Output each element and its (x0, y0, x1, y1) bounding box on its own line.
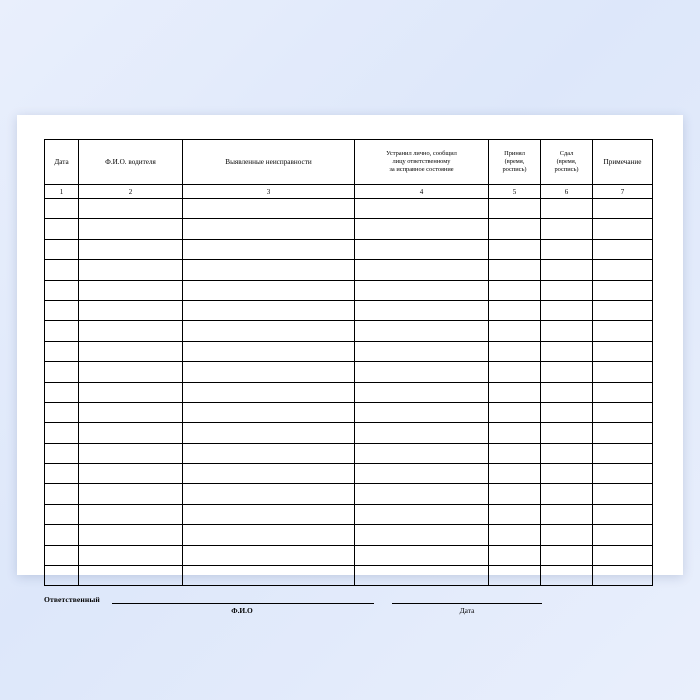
cell-faults[interactable] (183, 260, 355, 280)
cell-faults[interactable] (183, 545, 355, 565)
cell-handed-over[interactable] (541, 300, 593, 320)
cell-date[interactable] (45, 566, 79, 586)
cell-handed-over[interactable] (541, 525, 593, 545)
header-line-1: Принял (504, 150, 525, 157)
cell-notes[interactable] (593, 219, 653, 239)
cell-date[interactable] (45, 464, 79, 484)
cell-handed-over[interactable] (541, 504, 593, 524)
cell-notes[interactable] (593, 443, 653, 463)
column-number-7: 7 (593, 185, 653, 199)
table-row (45, 300, 653, 320)
cell-fixed-reported[interactable] (355, 504, 489, 524)
cell-driver-name[interactable] (79, 199, 183, 219)
header-cell-fixed-reported (355, 140, 489, 185)
cell-accepted[interactable] (489, 219, 541, 239)
cell-fixed-reported[interactable] (355, 341, 489, 361)
cell-handed-over[interactable] (541, 443, 593, 463)
cell-driver-name[interactable] (79, 219, 183, 239)
cell-accepted[interactable] (489, 545, 541, 565)
table-row (45, 566, 653, 586)
cell-fixed-reported[interactable] (355, 525, 489, 545)
cell-driver-name[interactable] (79, 525, 183, 545)
cell-accepted[interactable] (489, 321, 541, 341)
table-row (45, 525, 653, 545)
table-row (45, 362, 653, 382)
cell-faults[interactable] (183, 219, 355, 239)
cell-driver-name[interactable] (79, 504, 183, 524)
cell-handed-over[interactable] (541, 362, 593, 382)
table-row (45, 402, 653, 422)
cell-handed-over[interactable] (541, 464, 593, 484)
cell-faults[interactable] (183, 362, 355, 382)
cell-notes[interactable] (593, 464, 653, 484)
cell-handed-over[interactable] (541, 382, 593, 402)
cell-accepted[interactable] (489, 423, 541, 443)
table-row (45, 423, 653, 443)
cell-handed-over[interactable] (541, 239, 593, 259)
cell-accepted[interactable] (489, 443, 541, 463)
cell-handed-over[interactable] (541, 341, 593, 361)
cell-accepted[interactable] (489, 402, 541, 422)
cell-faults[interactable] (183, 321, 355, 341)
cell-faults[interactable] (183, 464, 355, 484)
cell-driver-name[interactable] (79, 566, 183, 586)
table-row (45, 484, 653, 504)
cell-accepted[interactable] (489, 341, 541, 361)
cell-driver-name[interactable] (79, 402, 183, 422)
header-cell-notes: Примечание (593, 140, 653, 185)
cell-notes[interactable] (593, 504, 653, 524)
cell-driver-name[interactable] (79, 321, 183, 341)
cell-faults[interactable] (183, 484, 355, 504)
cell-fixed-reported[interactable] (355, 239, 489, 259)
cell-fixed-reported[interactable] (355, 566, 489, 586)
column-number-6: 6 (541, 185, 593, 199)
cell-faults[interactable] (183, 300, 355, 320)
table-row (45, 382, 653, 402)
cell-fixed-reported[interactable] (355, 484, 489, 504)
cell-notes[interactable] (593, 300, 653, 320)
cell-driver-name[interactable] (79, 239, 183, 259)
cell-faults[interactable] (183, 525, 355, 545)
header-line-2: лицу ответственному (392, 158, 451, 165)
cell-accepted[interactable] (489, 464, 541, 484)
cell-driver-name[interactable] (79, 300, 183, 320)
table-row (45, 219, 653, 239)
cell-handed-over[interactable] (541, 545, 593, 565)
cell-faults[interactable] (183, 341, 355, 361)
cell-accepted[interactable] (489, 260, 541, 280)
cell-faults[interactable] (183, 239, 355, 259)
header-line-2: (время, (504, 158, 525, 165)
table-row (45, 504, 653, 524)
cell-date[interactable] (45, 545, 79, 565)
table-row (45, 280, 653, 300)
cell-handed-over[interactable] (541, 566, 593, 586)
cell-date[interactable] (45, 260, 79, 280)
cell-handed-over[interactable] (541, 219, 593, 239)
cell-notes[interactable] (593, 362, 653, 382)
cell-driver-name[interactable] (79, 484, 183, 504)
column-number-2: 2 (79, 185, 183, 199)
cell-date[interactable] (45, 443, 79, 463)
table-row (45, 443, 653, 463)
cell-notes[interactable] (593, 423, 653, 443)
cell-fixed-reported[interactable] (355, 423, 489, 443)
table-row (45, 239, 653, 259)
cell-notes[interactable] (593, 545, 653, 565)
cell-accepted[interactable] (489, 280, 541, 300)
header-line-3: роспись) (502, 166, 527, 173)
paper-sheet (17, 115, 683, 616)
cell-driver-name[interactable] (79, 443, 183, 463)
cell-date[interactable] (45, 525, 79, 545)
journal-table (44, 139, 653, 586)
cell-handed-over[interactable] (541, 402, 593, 422)
cell-driver-name[interactable] (79, 341, 183, 361)
cell-driver-name[interactable] (79, 545, 183, 565)
cell-notes[interactable] (593, 382, 653, 402)
cell-driver-name[interactable] (79, 260, 183, 280)
cell-fixed-reported[interactable] (355, 545, 489, 565)
cell-notes[interactable] (593, 260, 653, 280)
cell-notes[interactable] (593, 525, 653, 545)
cell-date[interactable] (45, 280, 79, 300)
cell-notes[interactable] (593, 341, 653, 361)
cell-faults[interactable] (183, 199, 355, 219)
table-header (45, 140, 653, 199)
header-cell-driver-name: Ф.И.О. водителя (79, 140, 183, 185)
cell-driver-name[interactable] (79, 464, 183, 484)
header-line-3: за исправное состояние (389, 166, 454, 173)
cell-fixed-reported[interactable] (355, 464, 489, 484)
cell-notes[interactable] (593, 566, 653, 586)
cell-date[interactable] (45, 199, 79, 219)
journal-form (44, 139, 652, 629)
cell-accepted[interactable] (489, 300, 541, 320)
cell-fixed-reported[interactable] (355, 443, 489, 463)
cell-date[interactable] (45, 300, 79, 320)
cell-date[interactable] (45, 484, 79, 504)
cell-date[interactable] (45, 219, 79, 239)
header-cell-accepted (489, 140, 541, 185)
cell-notes[interactable] (593, 239, 653, 259)
table-body (45, 199, 653, 586)
cell-accepted[interactable] (489, 362, 541, 382)
cell-date[interactable] (45, 362, 79, 382)
header-line-1: Сдал (559, 150, 574, 157)
header-line-3: роспись) (554, 166, 579, 173)
cell-date[interactable] (45, 341, 79, 361)
cell-handed-over[interactable] (541, 423, 593, 443)
cell-handed-over[interactable] (541, 280, 593, 300)
cell-date[interactable] (45, 382, 79, 402)
table-row (45, 464, 653, 484)
cell-faults[interactable] (183, 566, 355, 586)
table-row (45, 199, 653, 219)
cell-driver-name[interactable] (79, 362, 183, 382)
cell-date[interactable] (45, 239, 79, 259)
column-number-5: 5 (489, 185, 541, 199)
cell-fixed-reported[interactable] (355, 321, 489, 341)
cell-fixed-reported[interactable] (355, 300, 489, 320)
cell-faults[interactable] (183, 443, 355, 463)
cell-notes[interactable] (593, 199, 653, 219)
cell-accepted[interactable] (489, 566, 541, 586)
form-footer (44, 595, 652, 629)
cell-handed-over[interactable] (541, 260, 593, 280)
cell-notes[interactable] (593, 402, 653, 422)
cell-driver-name[interactable] (79, 382, 183, 402)
cell-driver-name[interactable] (79, 280, 183, 300)
header-line-1: Устранил лично, сообщил (386, 150, 457, 157)
header-cell-handed-over (541, 140, 593, 185)
cell-accepted[interactable] (489, 504, 541, 524)
cell-notes[interactable] (593, 321, 653, 341)
column-number-4: 4 (355, 185, 489, 199)
cell-accepted[interactable] (489, 239, 541, 259)
header-line-2: (время, (556, 158, 577, 165)
header-cell-faults: Выявленные неисправности (183, 140, 355, 185)
cell-faults[interactable] (183, 280, 355, 300)
cell-date[interactable] (45, 402, 79, 422)
cell-faults[interactable] (183, 382, 355, 402)
cell-date[interactable] (45, 321, 79, 341)
date-line (392, 603, 542, 604)
cell-handed-over[interactable] (541, 199, 593, 219)
header-cell-date: Дата (45, 140, 79, 185)
fio-caption: Ф.И.О (231, 606, 253, 616)
column-number-1: 1 (45, 185, 79, 199)
table-row (45, 545, 653, 565)
cell-accepted[interactable] (489, 382, 541, 402)
cell-fixed-reported[interactable] (355, 219, 489, 239)
cell-faults[interactable] (183, 504, 355, 524)
cell-driver-name[interactable] (79, 423, 183, 443)
table-row (45, 260, 653, 280)
cell-handed-over[interactable] (541, 321, 593, 341)
table-row (45, 321, 653, 341)
cell-accepted[interactable] (489, 525, 541, 545)
header-row (45, 140, 653, 185)
date-caption: Дата (459, 606, 475, 616)
cell-fixed-reported[interactable] (355, 362, 489, 382)
cell-notes[interactable] (593, 280, 653, 300)
responsible-signature-line (112, 603, 374, 604)
cell-handed-over[interactable] (541, 484, 593, 504)
cell-accepted[interactable] (489, 484, 541, 504)
cell-accepted[interactable] (489, 199, 541, 219)
cell-fixed-reported[interactable] (355, 402, 489, 422)
responsible-label: Ответственный (44, 595, 100, 605)
cell-fixed-reported[interactable] (355, 382, 489, 402)
cell-fixed-reported[interactable] (355, 260, 489, 280)
column-number-row (45, 185, 653, 199)
cell-date[interactable] (45, 423, 79, 443)
cell-faults[interactable] (183, 423, 355, 443)
cell-faults[interactable] (183, 402, 355, 422)
column-number-3: 3 (183, 185, 355, 199)
cell-fixed-reported[interactable] (355, 280, 489, 300)
cell-notes[interactable] (593, 484, 653, 504)
cell-date[interactable] (45, 504, 79, 524)
cell-fixed-reported[interactable] (355, 199, 489, 219)
table-row (45, 341, 653, 361)
